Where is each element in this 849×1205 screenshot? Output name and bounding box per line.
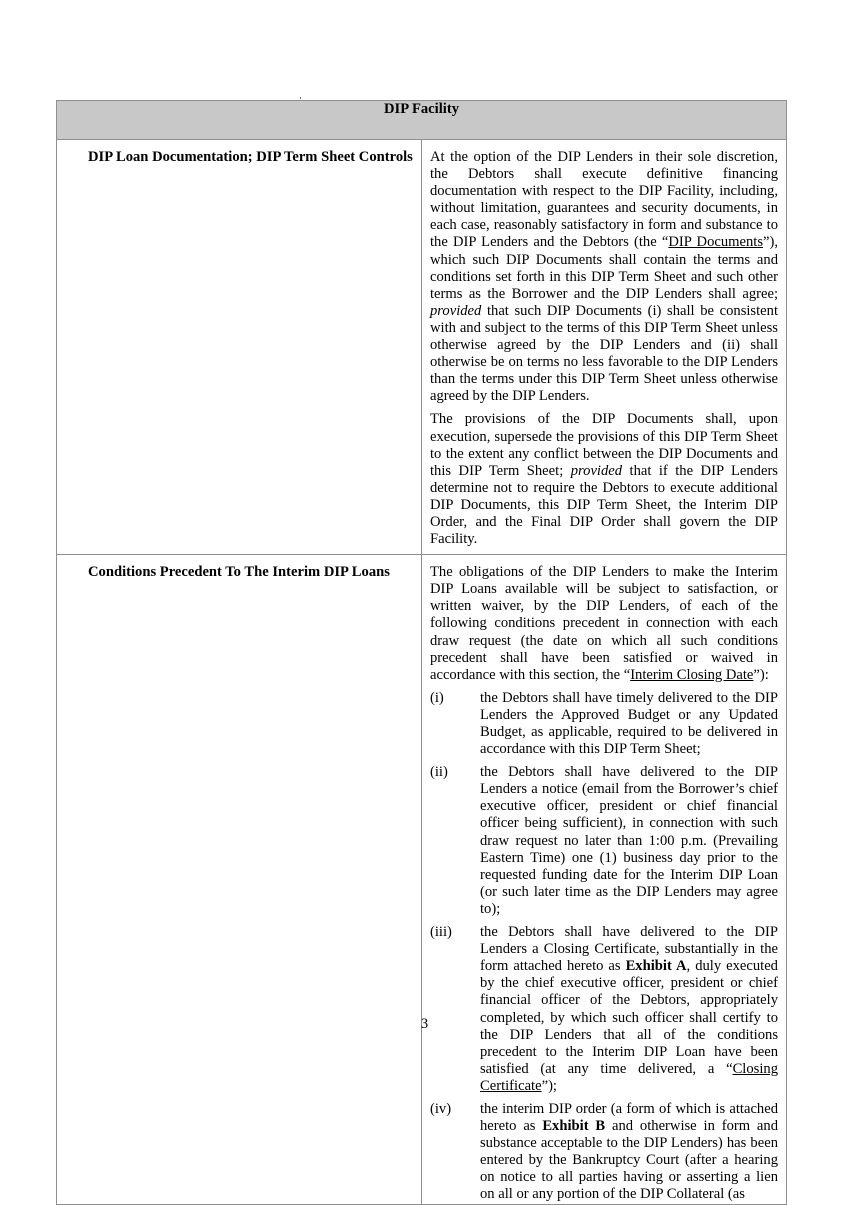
- list-item-text: the Debtors shall have delivered to the DIP Lenders a notice (email from the Borrower’s chief executive officer, president or chief financial officer being sufficient), in connection with such draw request no later than 1:00 p.m. (Prevailing Eastern Time) one (1) business day prior to the requested funding date for the Interim DIP Loan (or such later time as the DIP Lenders may agree to);: [480, 764, 778, 917]
- text-run: and otherwise in form and substance acceptable to the DIP Lenders) has been entered by the Bankruptcy Court (after a hearing on notice to all parties having or asserting a lien on all or any portion of the DIP Collateral (as: [480, 1118, 779, 1203]
- dip-term-table: [56, 100, 787, 1205]
- list-item-number: (iv): [430, 1100, 452, 1117]
- text-run: , duly executed by the chief executive officer, president or chief financial officer of the Debtors, appropriately completed, by which such officer shall certify to the DIP Lenders that all of the conditions precedent to the Interim DIP Loan have been satisfied (at any time delivered, a “: [480, 958, 778, 1077]
- list-item-number: (i): [430, 689, 444, 706]
- page-number: 3: [420, 1016, 429, 1032]
- list-item: [430, 690, 778, 758]
- bold-term: Exhibit B: [542, 1118, 606, 1135]
- table-row: [57, 140, 787, 555]
- text-run: The provisions of the DIP Documents shall, upon execution, supersede the provisions of this DIP Term Sheet to the extent any conflict between the DIP Documents and this DIP Term Sheet;: [430, 411, 778, 479]
- scan-mark: [300, 97, 301, 99]
- paragraph: [430, 149, 778, 405]
- italic-term: provided: [570, 462, 623, 479]
- list-item-text: the Debtors shall have timely delivered to the DIP Lenders the Approved Budget or any Updated Budget, as applicable, required to be delivered in accordance with this DIP Term Sheet;: [480, 689, 778, 758]
- text-run: that if the DIP Lenders determine not to require the Debtors to execute additional DIP Documents, this DIP Term Sheet, the Interim DIP Order, and the Final DIP Order shall govern the DIP Facility.: [430, 462, 778, 548]
- text-run: ”);: [541, 1077, 557, 1094]
- text-run: ”):: [753, 666, 769, 683]
- row-label-dip-loan-documentation: DIP Loan Documentation; DIP Term Sheet Controls: [57, 140, 422, 555]
- text-run: ”), which such DIP Documents shall contain the terms and conditions set forth in this DIP Term Sheet and such other terms as the Borrower and the DIP Lenders shall agree;: [430, 234, 779, 302]
- list-item: [430, 924, 778, 1095]
- table-row: [57, 555, 787, 1204]
- defined-term: DIP Documents: [668, 234, 764, 251]
- row-body-dip-loan-documentation: [422, 140, 787, 555]
- text-run: The obligations of the DIP Lenders to make the Interim DIP Loans available will be subject to satisfaction, or written waiver, by the DIP Lenders, of each of the following conditions precedent in connection with each draw request (the date on which all such conditions precedent shall have been satisfied or waived in accordance with this section, the “: [430, 564, 778, 683]
- list-item: [430, 764, 778, 918]
- list-item: [430, 1101, 778, 1204]
- italic-term: provided: [430, 302, 482, 319]
- bold-term: Exhibit A: [625, 958, 687, 975]
- text-run: the interim DIP order (a form of which is attached hereto as: [480, 1100, 778, 1135]
- table-header: DIP Facility: [57, 101, 787, 140]
- list-item-number: (ii): [430, 764, 448, 781]
- paragraph: [430, 411, 778, 548]
- row-label-conditions-precedent: Conditions Precedent To The Interim DIP Loans: [57, 555, 422, 1204]
- paragraph: [430, 564, 778, 684]
- list-item-number: (iii): [430, 924, 452, 941]
- table-header-row: [57, 101, 787, 140]
- text-run: At the option of the DIP Lenders in their sole discretion, the Debtors shall execute definitive financing documentation with respect to the DIP Facility, including, without limitation, guarantees and security documents, in each case, reasonably satisfactory in form and substance to the DIP Lenders and the Debtors (the “: [430, 149, 778, 251]
- list-item-text: [480, 924, 778, 1095]
- text-run: the Debtors shall have delivered to the DIP Lenders a Closing Certificate, substantially in the form attached hereto as: [480, 924, 778, 975]
- defined-term: Interim Closing Date: [630, 666, 754, 683]
- list-item-text: [480, 1101, 778, 1204]
- defined-term: Closing Certificate: [480, 1060, 778, 1094]
- row-body-conditions-precedent: [422, 555, 787, 1204]
- text-run: that such DIP Documents (i) shall be consistent with and subject to the terms of this DIP Term Sheet unless otherwise agreed by the DIP Lenders and (ii) shall otherwise be on terms no less favorable to the DIP Lenders than the terms under this DIP Term Sheet unless otherwise agreed by the DIP Lenders.: [430, 302, 778, 405]
